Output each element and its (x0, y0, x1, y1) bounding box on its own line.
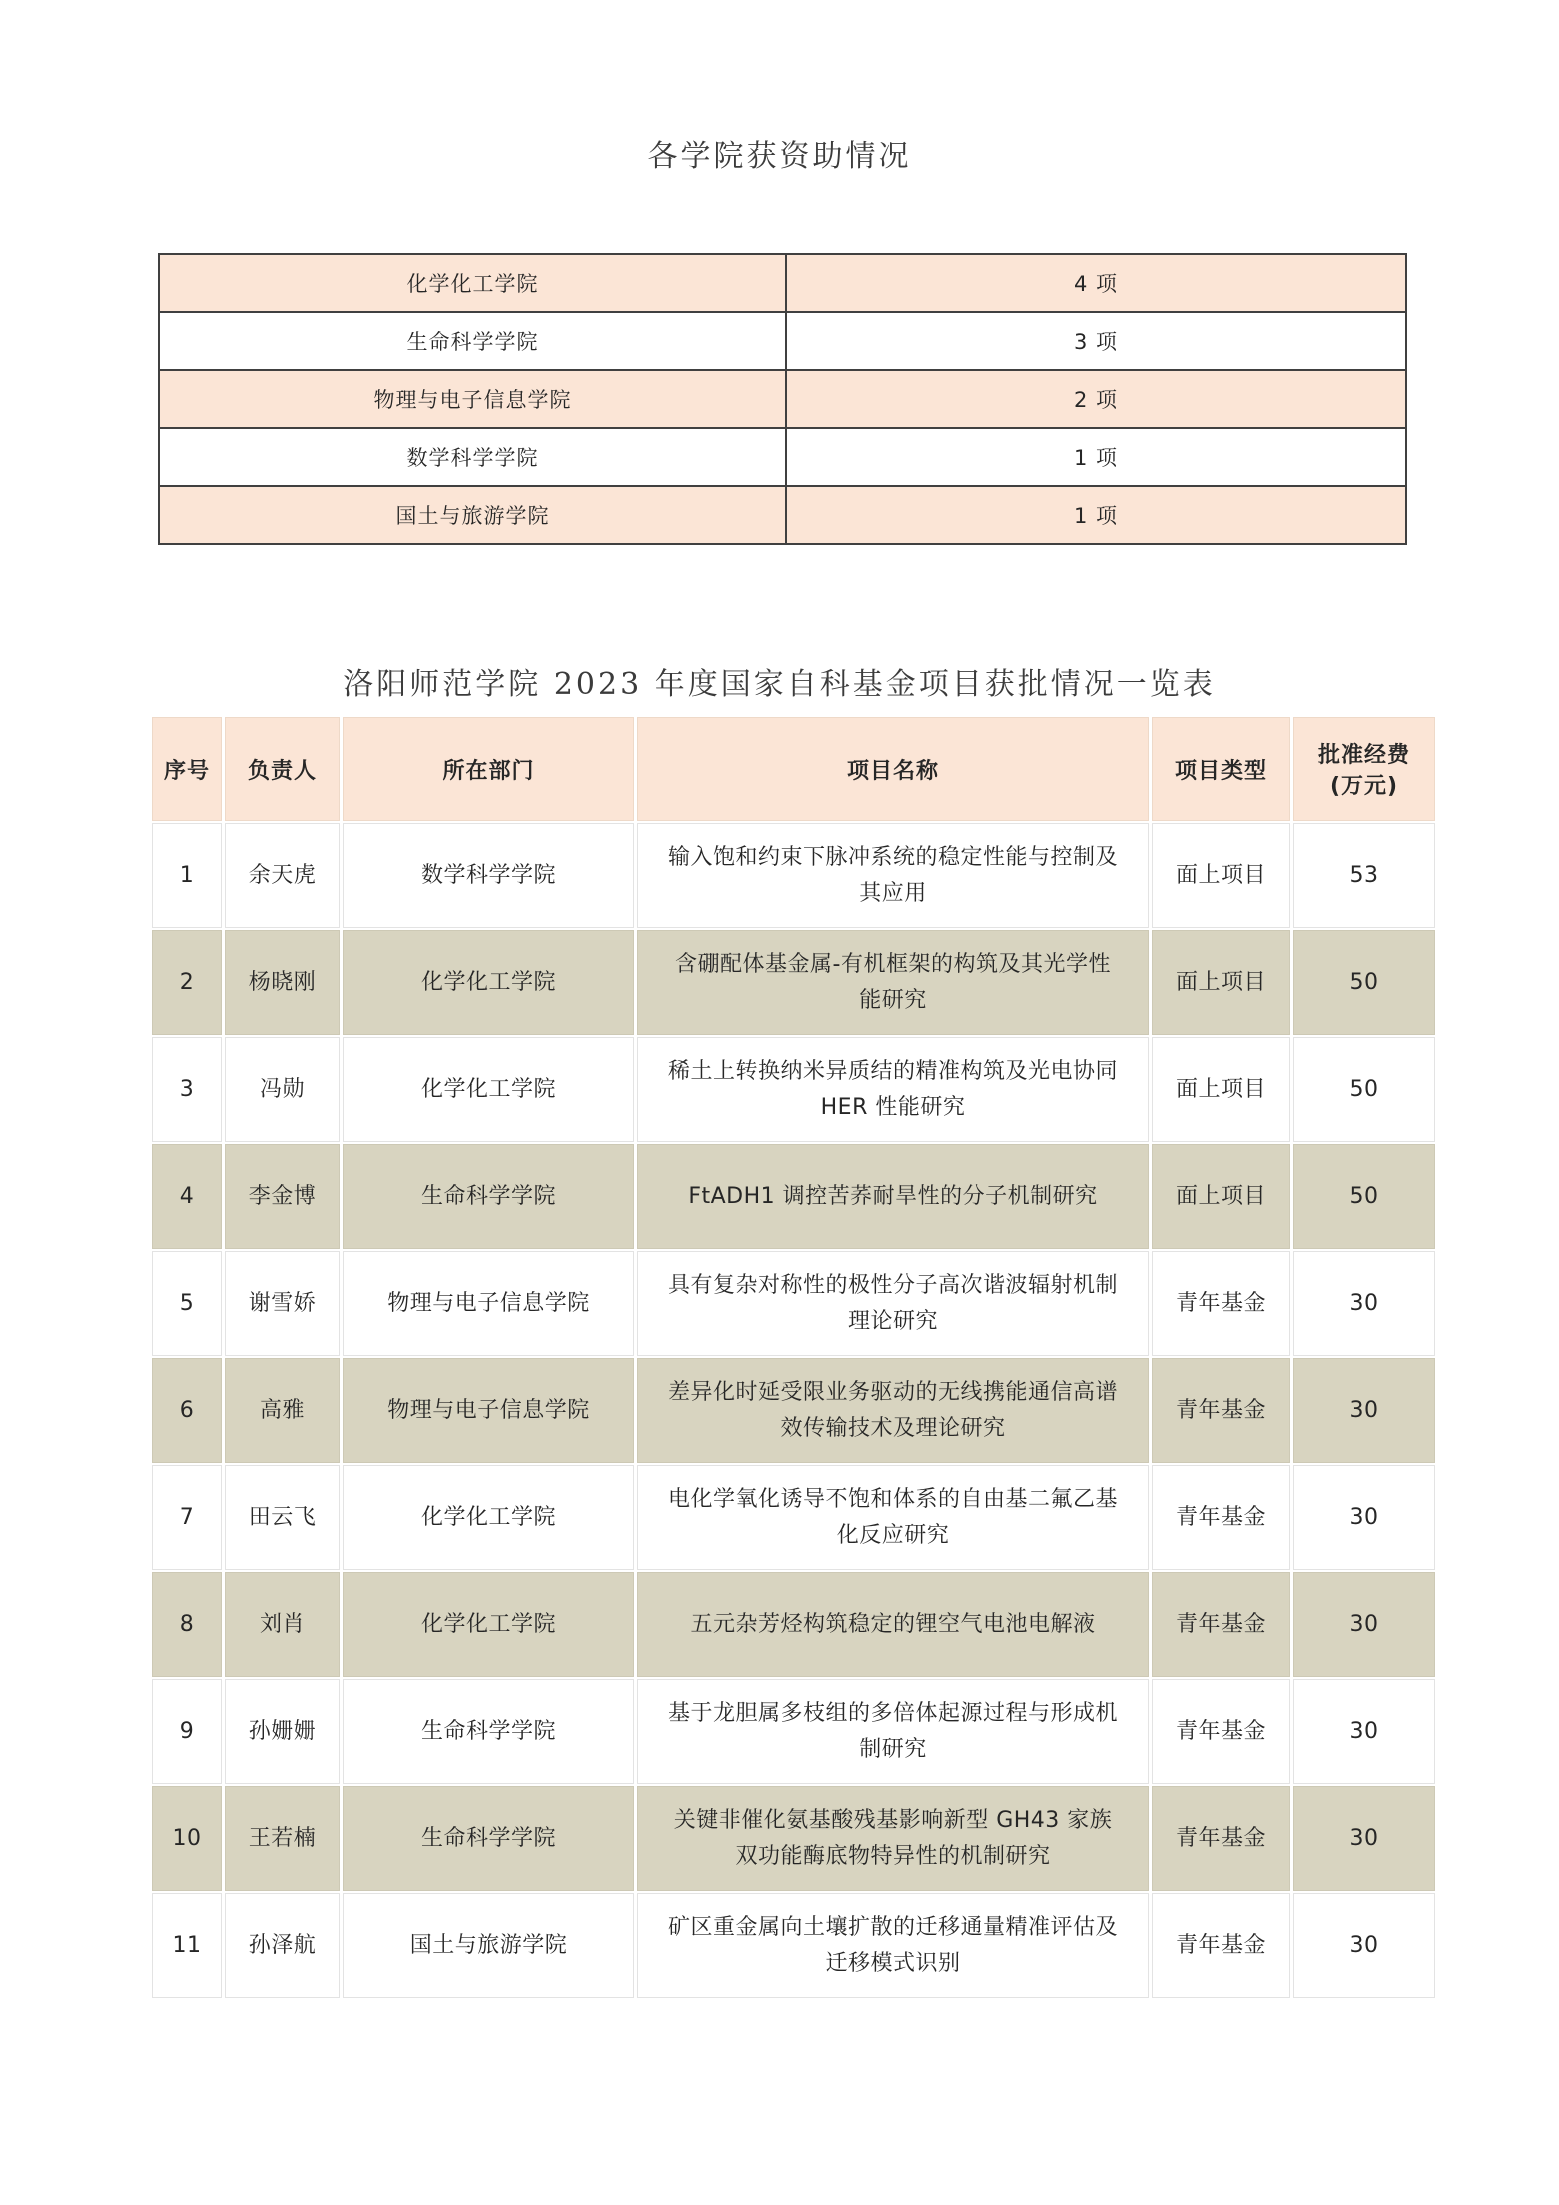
summary-table-body (159, 254, 1406, 544)
project-row (152, 1465, 1435, 1570)
college-cell: 数学科学学院 (159, 428, 786, 486)
project-type-cell: 青年基金 (1152, 1251, 1290, 1356)
project-title-cell: 稀土上转换纳米异质结的精准构筑及光电协同 HER 性能研究 (637, 1037, 1149, 1142)
department-cell: 生命科学学院 (343, 1679, 634, 1784)
project-title-cell: 矿区重金属向土壤扩散的迁移通量精准评估及迁移模式识别 (637, 1893, 1149, 1998)
summary-row (159, 370, 1406, 428)
project-row (152, 930, 1435, 1035)
project-type-cell: 青年基金 (1152, 1572, 1290, 1677)
index-cell: 11 (152, 1893, 222, 1998)
department-cell: 化学化工学院 (343, 930, 634, 1035)
college-cell: 物理与电子信息学院 (159, 370, 786, 428)
amount-cell: 50 (1293, 1144, 1435, 1249)
college-cell: 化学化工学院 (159, 254, 786, 312)
index-cell: 6 (152, 1358, 222, 1463)
summary-row (159, 428, 1406, 486)
leader-cell: 孙泽航 (225, 1893, 340, 1998)
leader-cell: 谢雪娇 (225, 1251, 340, 1356)
project-type-cell: 面上项目 (1152, 1037, 1290, 1142)
summary-table (158, 253, 1407, 545)
amount-cell: 30 (1293, 1893, 1435, 1998)
project-row (152, 1251, 1435, 1356)
count-cell: 1 项 (786, 486, 1406, 544)
leader-cell: 田云飞 (225, 1465, 340, 1570)
department-cell: 化学化工学院 (343, 1037, 634, 1142)
leader-cell: 李金博 (225, 1144, 340, 1249)
leader-cell: 杨晓刚 (225, 930, 340, 1035)
leader-cell: 刘肖 (225, 1572, 340, 1677)
leader-cell: 王若楠 (225, 1786, 340, 1891)
project-row (152, 1572, 1435, 1677)
department-cell: 化学化工学院 (343, 1465, 634, 1570)
summary-table-title: 各学院获资助情况 (647, 139, 912, 174)
project-title-cell: 差异化时延受限业务驱动的无线携能通信高谱效传输技术及理论研究 (637, 1358, 1149, 1463)
department-cell: 生命科学学院 (343, 1144, 634, 1249)
count-cell: 3 项 (786, 312, 1406, 370)
project-title-cell: 关键非催化氨基酸残基影响新型 GH43 家族双功能酶底物特异性的机制研究 (637, 1786, 1149, 1891)
project-type-cell: 面上项目 (1152, 930, 1290, 1035)
index-cell: 3 (152, 1037, 222, 1142)
project-title-cell: 含硼配体基金属-有机框架的构筑及其光学性能研究 (637, 930, 1149, 1035)
summary-row (159, 486, 1406, 544)
header-leader: 负责人 (225, 717, 340, 821)
summary-row (159, 312, 1406, 370)
project-type-cell: 青年基金 (1152, 1465, 1290, 1570)
department-cell: 国土与旅游学院 (343, 1893, 634, 1998)
project-row (152, 1786, 1435, 1891)
index-cell: 9 (152, 1679, 222, 1784)
index-cell: 4 (152, 1144, 222, 1249)
project-title-cell: 电化学氧化诱导不饱和体系的自由基二氟乙基化反应研究 (637, 1465, 1149, 1570)
amount-cell: 50 (1293, 1037, 1435, 1142)
leader-cell: 孙姗姗 (225, 1679, 340, 1784)
index-cell: 7 (152, 1465, 222, 1570)
project-type-cell: 面上项目 (1152, 1144, 1290, 1249)
index-cell: 1 (152, 823, 222, 928)
amount-cell: 30 (1293, 1786, 1435, 1891)
project-type-cell: 面上项目 (1152, 823, 1290, 928)
leader-cell: 高雅 (225, 1358, 340, 1463)
department-cell: 物理与电子信息学院 (343, 1251, 634, 1356)
projects-table-title: 洛阳师范学院 2023 年度国家自科基金项目获批情况一览表 (343, 667, 1216, 702)
index-cell: 2 (152, 930, 222, 1035)
project-row (152, 1679, 1435, 1784)
amount-cell: 50 (1293, 930, 1435, 1035)
project-row (152, 1893, 1435, 1998)
header-department: 所在部门 (343, 717, 634, 821)
projects-table (149, 715, 1438, 2000)
index-cell: 10 (152, 1786, 222, 1891)
project-row (152, 1037, 1435, 1142)
leader-cell: 余天虎 (225, 823, 340, 928)
project-row (152, 1358, 1435, 1463)
amount-cell: 30 (1293, 1572, 1435, 1677)
amount-cell: 30 (1293, 1251, 1435, 1356)
department-cell: 数学科学学院 (343, 823, 634, 928)
count-cell: 1 项 (786, 428, 1406, 486)
projects-table-body (152, 823, 1435, 1998)
count-cell: 2 项 (786, 370, 1406, 428)
header-index: 序号 (152, 717, 222, 821)
department-cell: 物理与电子信息学院 (343, 1358, 634, 1463)
index-cell: 8 (152, 1572, 222, 1677)
amount-cell: 30 (1293, 1358, 1435, 1463)
header-amount (1293, 717, 1435, 821)
header-project-type: 项目类型 (1152, 717, 1290, 821)
project-type-cell: 青年基金 (1152, 1893, 1290, 1998)
project-title-cell: FtADH1 调控苦荞耐旱性的分子机制研究 (637, 1144, 1149, 1249)
header-amount-line1: 批准经费 (1317, 743, 1410, 768)
department-cell: 生命科学学院 (343, 1786, 634, 1891)
college-cell: 生命科学学院 (159, 312, 786, 370)
project-type-cell: 青年基金 (1152, 1679, 1290, 1784)
project-type-cell: 青年基金 (1152, 1786, 1290, 1891)
leader-cell: 冯勋 (225, 1037, 340, 1142)
header-amount-line2: (万元) (1329, 774, 1399, 799)
summary-row (159, 254, 1406, 312)
project-type-cell: 青年基金 (1152, 1358, 1290, 1463)
project-title-cell: 五元杂芳烃构筑稳定的锂空气电池电解液 (637, 1572, 1149, 1677)
projects-header-row (152, 717, 1435, 821)
amount-cell: 30 (1293, 1679, 1435, 1784)
count-cell: 4 项 (786, 254, 1406, 312)
project-title-cell: 输入饱和约束下脉冲系统的稳定性能与控制及其应用 (637, 823, 1149, 928)
project-row (152, 823, 1435, 928)
amount-cell: 30 (1293, 1465, 1435, 1570)
department-cell: 化学化工学院 (343, 1572, 634, 1677)
amount-cell: 53 (1293, 823, 1435, 928)
index-cell: 5 (152, 1251, 222, 1356)
college-cell: 国土与旅游学院 (159, 486, 786, 544)
header-project-title: 项目名称 (637, 717, 1149, 821)
project-title-cell: 具有复杂对称性的极性分子高次谐波辐射机制理论研究 (637, 1251, 1149, 1356)
project-row (152, 1144, 1435, 1249)
project-title-cell: 基于龙胆属多枝组的多倍体起源过程与形成机制研究 (637, 1679, 1149, 1784)
